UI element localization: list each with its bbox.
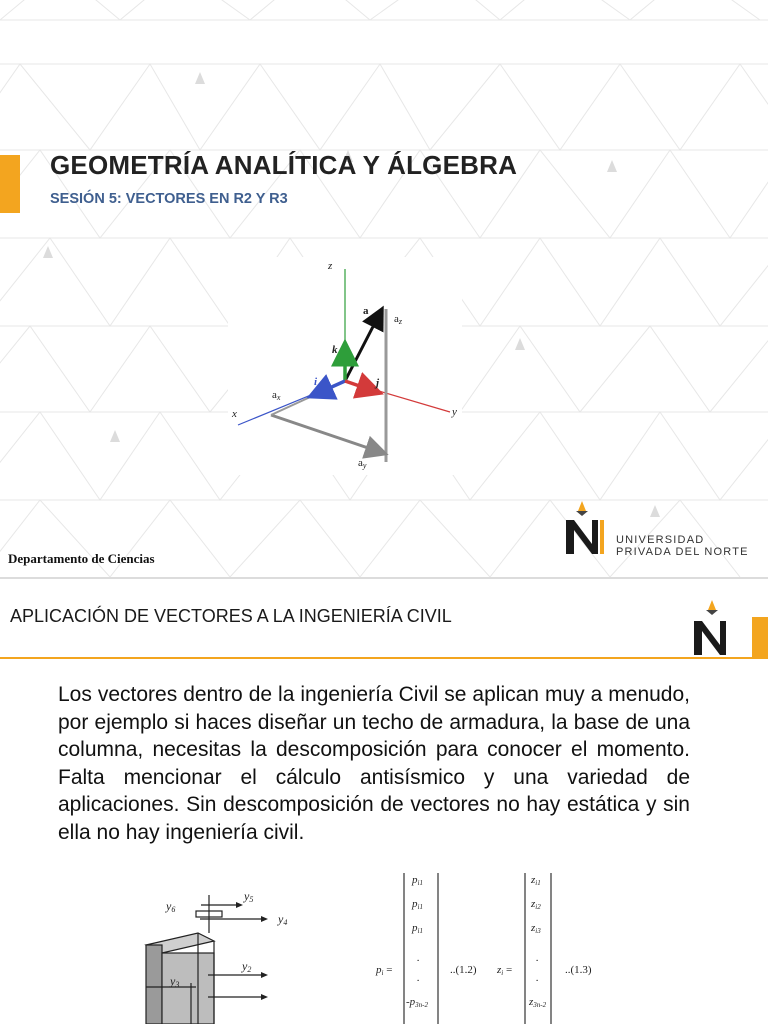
y4-label: y4	[278, 912, 288, 927]
ay-label: ay	[358, 457, 367, 470]
matrix-p-eq-number: ..(1.2)	[450, 964, 477, 976]
x-axis-label: x	[232, 408, 237, 420]
page-title: GEOMETRÍA ANALÍTICA Y ÁLGEBRA	[50, 150, 518, 180]
ax-label: ax	[272, 389, 281, 402]
title-accent-bar	[0, 155, 20, 213]
matrix-z-entry-3: zi3	[531, 922, 541, 935]
university-name	[616, 534, 749, 558]
matrix-p-last: -p3n-2	[406, 996, 429, 1009]
vector-a-label: a	[363, 305, 369, 317]
section-title-rule	[0, 657, 768, 659]
column-structure-figure	[96, 885, 320, 1024]
matrix-p-dot-1: .	[417, 952, 420, 964]
vector-3d-diagram	[228, 257, 462, 475]
page-subtitle: SESIÓN 5: VECTORES EN R2 Y R3	[50, 191, 288, 207]
y5-label: y5	[244, 889, 254, 904]
y-axis-label: y	[452, 406, 457, 418]
matrix-z-last: z3n-2	[529, 996, 547, 1009]
body-paragraph: Los vectores dentro de la ingeniería Civil se aplican muy a menudo, por ejemplo si haces diseñar un techo de armadura, la base de una columna, necesitas la descomposición para conocer el momento. Falta mencionar el cálculo antisísmico y una variedad de aplicaciones. Sin descomposición de vectores no hay estática y sin ella no hay ingeniería civil.	[58, 683, 690, 844]
matrix-p-entry-1: pi1	[412, 874, 423, 887]
section-accent-bar	[752, 617, 768, 657]
unp-n-logo-icon	[560, 498, 610, 558]
k-label: k	[332, 344, 338, 356]
department-label: Departamento de Ciencias	[8, 551, 155, 566]
matrix-p-lhs: pi =	[376, 964, 393, 977]
y2-label: y2	[242, 959, 252, 974]
matrix-z-entry-2: zi2	[531, 898, 541, 911]
matrix-z-dot-1: .	[536, 952, 539, 964]
matrix-p-entry-3: pi1	[412, 922, 423, 935]
matrix-p-dot-2: .	[417, 972, 420, 984]
unp-n-logo-small-icon	[690, 599, 734, 657]
z-axis-label: z	[328, 260, 333, 272]
matrix-z-entry-1: zi1	[531, 874, 541, 887]
university-line2: PRIVADA DEL NORTE	[616, 546, 749, 558]
matrix-z-eq-number: ..(1.3)	[565, 964, 592, 976]
az-label: az	[394, 313, 403, 326]
y3-label: y3	[170, 974, 180, 989]
matrix-equation-p	[372, 869, 492, 1024]
matrix-z-dot-2: .	[536, 972, 539, 984]
matrix-equation-z	[495, 869, 615, 1024]
section-title: APLICACIÓN DE VECTORES A LA INGENIERÍA CIVIL	[10, 606, 452, 626]
matrix-p-entry-2: pi1	[412, 898, 423, 911]
j-label: j	[376, 377, 380, 389]
i-label: i	[314, 376, 318, 388]
y6-label: y6	[166, 899, 176, 914]
university-line1: UNIVERSIDAD	[616, 534, 705, 546]
content-slide	[0, 579, 768, 1024]
matrix-z-lhs: zi =	[497, 964, 513, 977]
